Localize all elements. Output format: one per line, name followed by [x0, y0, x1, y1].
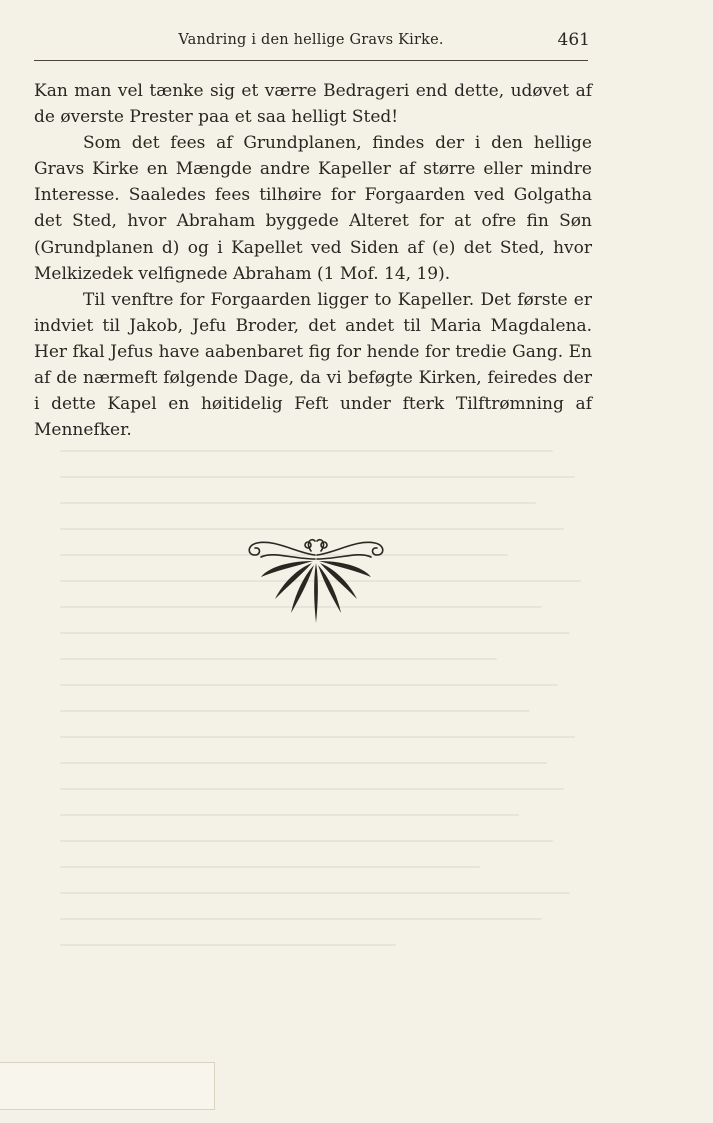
- paragraph-3: Til venftre for Forgaarden ligger to Kapeller. Det første er indviet til Jakob, Jefu Broder, det andet til Maria Magdalena. Her fkal Jefus have aabenbaret fig for hende for tredie Gang. En af de nærmeft følgende Dage, da vi beføgte Kirken, feiredes der i dette Kapel en høitidelig Feft under fterk Tilftrømning af Mennefker.: [34, 289, 592, 441]
- body-text: [34, 78, 592, 443]
- page-header: [34, 30, 588, 61]
- paragraph-2: Som det fees af Grundplanen, findes der i den hellige Gravs Kirke en Mængde andre Kapeller af større eller mindre Interesse. Saaledes fees tilhøire for Forgaarden ved Golgatha det Sted, hvor Abraham byggede Alteret for at ofre fin Søn (Grundplanen d) og i Kapellet ved Siden af (e) det Sted, hvor Melkizedek velfignede Abraham (1 Mof. 14, 19).: [34, 133, 592, 284]
- floral-ornament-icon: [245, 533, 387, 625]
- page-number: 461: [557, 30, 590, 50]
- running-title: Vandring i den hellige Gravs Kirke.: [178, 32, 444, 48]
- paragraph-1: Kan man vel tænke sig et værre Bedrageri end dette, udøvet af de øverste Prester paa et saa helligt Sted!: [34, 81, 592, 128]
- paper-slip: [0, 1062, 215, 1110]
